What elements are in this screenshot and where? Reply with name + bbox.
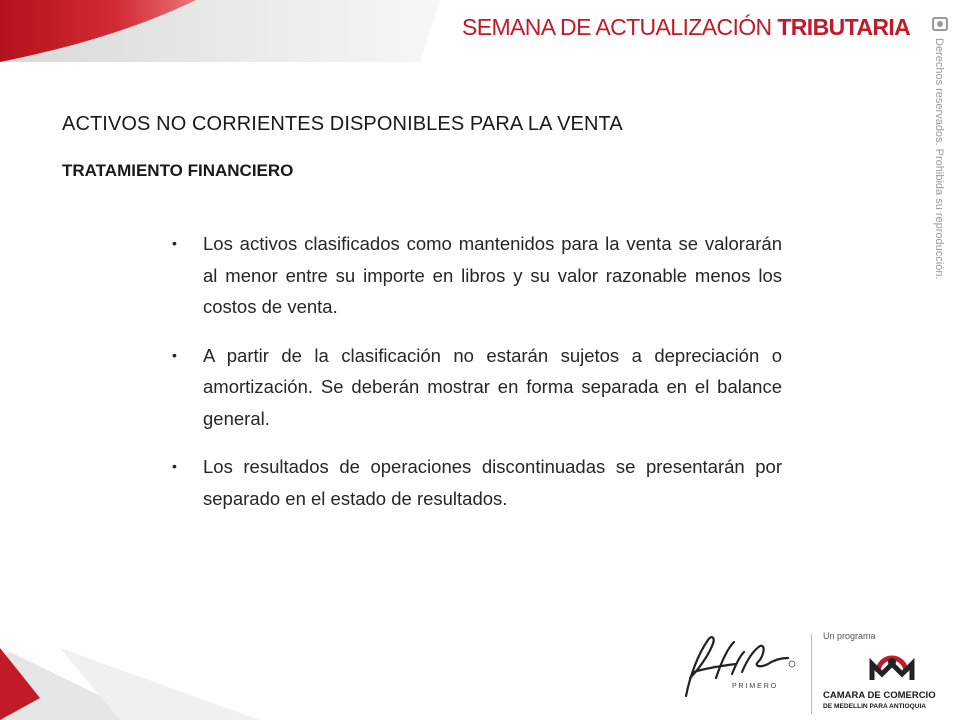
affiliados-logo — [676, 626, 812, 710]
bullet-glyph: • — [172, 458, 177, 474]
bullet-glyph: • — [172, 235, 177, 251]
event-title — [462, 14, 911, 44]
bullet-text: A partir de la clasificación no estarán sujetos a depreciación o amortización. Se deberán mostrar en forma separada en el balance general. — [203, 344, 782, 429]
bullet-glyph: • — [172, 346, 177, 363]
program-label: Un programa — [823, 631, 876, 641]
copyright-notice — [924, 16, 956, 296]
bullet-item — [172, 228, 782, 323]
copyright-text: Derechos reservados. Prohibida su reproducción. — [933, 38, 945, 280]
camara-name: CAMARA DE COMERCIO — [823, 690, 936, 701]
bullet-text: Los activos clasificados como mantenidos para la venta se valorarán al menor entre su importe en libros y su valor razonable menos los costos de venta. — [203, 233, 782, 317]
camara-comercio-logo — [820, 644, 958, 718]
event-title-bold: TRIBUTARIA — [777, 14, 911, 40]
event-title-regular: SEMANA DE ACTUALIZACIÓN — [462, 14, 778, 40]
camara-subname: DE MEDELLIN PARA ANTIOQUIA — [823, 703, 927, 710]
bullet-item — [172, 340, 782, 435]
footer-divider — [811, 634, 812, 714]
affiliados-wordmark: Afiliados — [712, 666, 717, 667]
footer-decoration — [0, 648, 260, 720]
section-title: TRATAMIENTO FINANCIERO — [62, 161, 294, 180]
camara-emblem-icon — [872, 658, 912, 680]
bullet-list — [172, 228, 782, 531]
affiliados-sub: P R I M E R O — [732, 683, 777, 690]
bullet-item — [172, 451, 782, 514]
bullet-text: Los resultados de operaciones discontinuadas se presentarán por separado en el estado de resultados. — [203, 456, 782, 509]
page-title: ACTIVOS NO CORRIENTES DISPONIBLES PARA LA VENTA — [62, 113, 623, 135]
notice-logo-icon — [933, 18, 947, 30]
